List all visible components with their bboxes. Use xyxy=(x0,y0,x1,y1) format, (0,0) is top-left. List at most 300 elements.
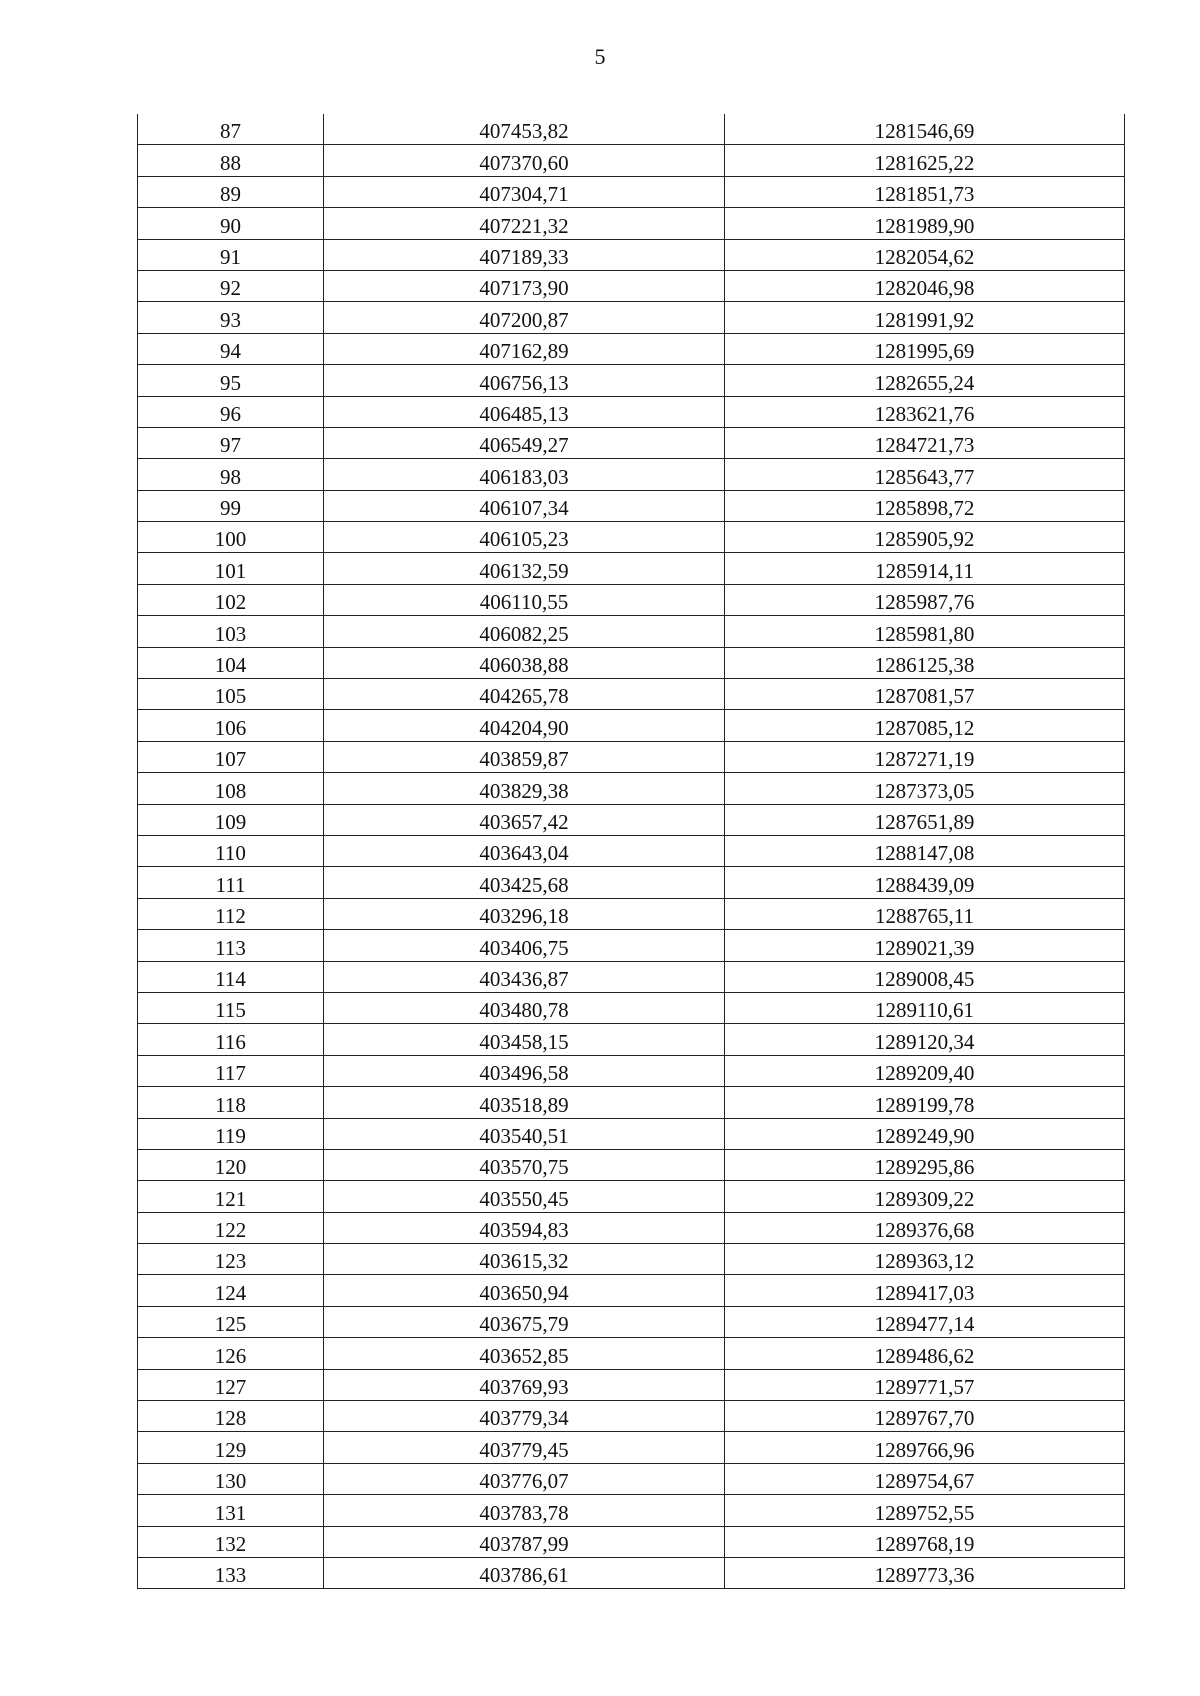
cell-text: 403518,89 xyxy=(479,1092,569,1117)
x-coordinate-cell xyxy=(324,1495,725,1526)
y-coordinate-cell xyxy=(725,1369,1125,1400)
cell-text: 407370,60 xyxy=(479,150,569,175)
cell-text: 403643,04 xyxy=(479,841,569,866)
x-coordinate-cell xyxy=(324,302,725,333)
cell-text: 404265,78 xyxy=(479,684,569,709)
y-coordinate-cell xyxy=(725,1212,1125,1243)
point-number-cell xyxy=(138,459,324,490)
cell-text: 406110,55 xyxy=(479,590,569,615)
cell-text: 114 xyxy=(215,966,246,991)
y-coordinate-cell xyxy=(725,679,1125,710)
cell-text: 406038,88 xyxy=(479,653,569,678)
cell-text: 1288439,09 xyxy=(874,872,975,897)
cell-text: 403296,18 xyxy=(479,904,569,929)
point-number-cell xyxy=(138,208,324,239)
y-coordinate-cell xyxy=(725,1463,1125,1494)
y-coordinate-cell xyxy=(725,992,1125,1023)
table-row xyxy=(138,1369,1125,1400)
cell-text: 403550,45 xyxy=(479,1186,569,1211)
point-number-cell xyxy=(138,522,324,553)
cell-text: 1282655,24 xyxy=(874,370,975,395)
cell-text: 1286125,38 xyxy=(874,653,975,678)
cell-text: 403406,75 xyxy=(479,935,569,960)
y-coordinate-cell xyxy=(725,459,1125,490)
x-coordinate-cell xyxy=(324,1401,725,1432)
point-number-cell xyxy=(138,1369,324,1400)
x-coordinate-cell xyxy=(324,710,725,741)
cell-text: 403776,07 xyxy=(479,1469,569,1494)
cell-text: 1285905,92 xyxy=(874,527,975,552)
cell-text: 129 xyxy=(214,1437,247,1462)
y-coordinate-cell xyxy=(725,1557,1125,1588)
cell-text: 111 xyxy=(215,872,246,897)
point-number-cell xyxy=(138,1275,324,1306)
x-coordinate-cell xyxy=(324,1526,725,1557)
cell-text: 403859,87 xyxy=(479,747,569,772)
cell-text: 1289417,03 xyxy=(874,1280,975,1305)
cell-text: 87 xyxy=(220,119,241,144)
point-number-cell xyxy=(138,647,324,678)
cell-text: 403783,78 xyxy=(479,1500,569,1525)
table-row xyxy=(138,208,1125,239)
x-coordinate-cell xyxy=(324,647,725,678)
cell-text: 104 xyxy=(214,653,247,678)
cell-text: 97 xyxy=(220,433,241,458)
point-number-cell xyxy=(138,239,324,270)
cell-text: 1289295,86 xyxy=(874,1155,975,1180)
x-coordinate-cell xyxy=(324,1338,725,1369)
cell-text: 93 xyxy=(220,307,241,332)
x-coordinate-cell xyxy=(324,1369,725,1400)
cell-text: 121 xyxy=(214,1186,247,1211)
point-number-cell xyxy=(138,1463,324,1494)
cell-text: 1289771,57 xyxy=(874,1375,975,1400)
table-row xyxy=(138,773,1125,804)
table-row xyxy=(138,1212,1125,1243)
x-coordinate-cell xyxy=(324,522,725,553)
table-row xyxy=(138,553,1125,584)
cell-text: 403615,32 xyxy=(479,1249,569,1274)
table-row xyxy=(138,490,1125,521)
cell-text: 1289754,67 xyxy=(874,1469,975,1494)
point-number-cell xyxy=(138,679,324,710)
x-coordinate-cell xyxy=(324,396,725,427)
point-number-cell xyxy=(138,930,324,961)
x-coordinate-cell xyxy=(324,1181,725,1212)
table-row xyxy=(138,270,1125,301)
cell-text: 103 xyxy=(214,621,247,646)
table-row xyxy=(138,1055,1125,1086)
y-coordinate-cell xyxy=(725,835,1125,866)
point-number-cell xyxy=(138,1118,324,1149)
x-coordinate-cell xyxy=(324,553,725,584)
cell-text: 1289477,14 xyxy=(874,1312,975,1337)
table-row xyxy=(138,930,1125,961)
x-coordinate-cell xyxy=(324,459,725,490)
y-coordinate-cell xyxy=(725,961,1125,992)
cell-text: 92 xyxy=(220,276,241,301)
cell-text: 1289768,19 xyxy=(874,1531,975,1556)
cell-text: 407453,82 xyxy=(479,119,569,144)
table-row xyxy=(138,679,1125,710)
page-number: 5 xyxy=(594,44,606,69)
table-row xyxy=(138,302,1125,333)
cell-text: 403769,93 xyxy=(479,1375,569,1400)
table-row xyxy=(138,710,1125,741)
x-coordinate-cell xyxy=(324,773,725,804)
point-number-cell xyxy=(138,1401,324,1432)
point-number-cell xyxy=(138,898,324,929)
point-number-cell xyxy=(138,427,324,458)
cell-text: 107 xyxy=(214,747,247,772)
point-number-cell xyxy=(138,114,324,145)
point-number-cell xyxy=(138,1306,324,1337)
cell-text: 403650,94 xyxy=(479,1280,569,1305)
cell-text: 108 xyxy=(214,778,247,803)
x-coordinate-cell xyxy=(324,1118,725,1149)
table-row xyxy=(138,1401,1125,1432)
y-coordinate-cell xyxy=(725,1306,1125,1337)
cell-text: 1289767,70 xyxy=(874,1406,975,1431)
cell-text: 406485,13 xyxy=(479,401,569,426)
cell-text: 119 xyxy=(215,1123,246,1148)
point-number-cell xyxy=(138,270,324,301)
cell-text: 94 xyxy=(220,339,241,364)
cell-text: 1289120,34 xyxy=(874,1029,975,1054)
cell-text: 403496,58 xyxy=(479,1061,569,1086)
cell-text: 1289021,39 xyxy=(874,935,975,960)
point-number-cell xyxy=(138,1024,324,1055)
cell-text: 1289199,78 xyxy=(874,1092,975,1117)
y-coordinate-cell xyxy=(725,930,1125,961)
cell-text: 1289110,61 xyxy=(875,998,974,1023)
table-row xyxy=(138,1087,1125,1118)
table-row xyxy=(138,1181,1125,1212)
cell-text: 403675,79 xyxy=(479,1312,569,1337)
y-coordinate-cell xyxy=(725,804,1125,835)
cell-text: 131 xyxy=(214,1500,247,1525)
cell-text: 1282054,62 xyxy=(874,244,975,269)
y-coordinate-cell xyxy=(725,176,1125,207)
x-coordinate-cell xyxy=(324,804,725,835)
point-number-cell xyxy=(138,1338,324,1369)
cell-text: 90 xyxy=(220,213,241,238)
x-coordinate-cell xyxy=(324,1244,725,1275)
y-coordinate-cell xyxy=(725,1118,1125,1149)
cell-text: 403657,42 xyxy=(479,809,569,834)
cell-text: 124 xyxy=(214,1280,247,1305)
y-coordinate-cell xyxy=(725,1244,1125,1275)
cell-text: 1289209,40 xyxy=(874,1061,975,1086)
point-number-cell xyxy=(138,835,324,866)
cell-text: 126 xyxy=(214,1343,247,1368)
point-number-cell xyxy=(138,1181,324,1212)
cell-text: 403786,61 xyxy=(479,1563,569,1588)
point-number-cell xyxy=(138,1055,324,1086)
x-coordinate-cell xyxy=(324,1275,725,1306)
cell-text: 1282046,98 xyxy=(874,276,975,301)
cell-text: 130 xyxy=(214,1469,247,1494)
point-number-cell xyxy=(138,333,324,364)
x-coordinate-cell xyxy=(324,1557,725,1588)
cell-text: 91 xyxy=(220,244,241,269)
point-number-cell xyxy=(138,1212,324,1243)
table-row xyxy=(138,647,1125,678)
y-coordinate-cell xyxy=(725,365,1125,396)
cell-text: 403829,38 xyxy=(479,778,569,803)
point-number-cell xyxy=(138,145,324,176)
cell-text: 1287081,57 xyxy=(874,684,975,709)
point-number-cell xyxy=(138,490,324,521)
cell-text: 403594,83 xyxy=(479,1218,569,1243)
point-number-cell xyxy=(138,710,324,741)
cell-text: 406183,03 xyxy=(479,464,569,489)
point-number-cell xyxy=(138,396,324,427)
cell-text: 403540,51 xyxy=(479,1123,569,1148)
point-number-cell xyxy=(138,1244,324,1275)
cell-text: 99 xyxy=(220,496,241,521)
cell-text: 1287271,19 xyxy=(874,747,975,772)
cell-text: 1289309,22 xyxy=(874,1186,975,1211)
cell-text: 101 xyxy=(214,558,247,583)
point-number-cell xyxy=(138,1149,324,1180)
x-coordinate-cell xyxy=(324,365,725,396)
point-number-cell xyxy=(138,616,324,647)
cell-text: 406549,27 xyxy=(479,433,569,458)
y-coordinate-cell xyxy=(725,302,1125,333)
y-coordinate-cell xyxy=(725,490,1125,521)
x-coordinate-cell xyxy=(324,1055,725,1086)
table-row xyxy=(138,584,1125,615)
cell-text: 407189,33 xyxy=(479,244,569,269)
coordinates-table-body xyxy=(138,114,1125,1589)
point-number-cell xyxy=(138,176,324,207)
y-coordinate-cell xyxy=(725,1055,1125,1086)
y-coordinate-cell xyxy=(725,522,1125,553)
cell-text: 407221,32 xyxy=(479,213,569,238)
y-coordinate-cell xyxy=(725,1275,1125,1306)
y-coordinate-cell xyxy=(725,773,1125,804)
cell-text: 1281995,69 xyxy=(874,339,975,364)
x-coordinate-cell xyxy=(324,679,725,710)
cell-text: 406756,13 xyxy=(479,370,569,395)
table-row xyxy=(138,522,1125,553)
point-number-cell xyxy=(138,1557,324,1588)
y-coordinate-cell xyxy=(725,1495,1125,1526)
point-number-cell xyxy=(138,1087,324,1118)
table-row xyxy=(138,898,1125,929)
x-coordinate-cell xyxy=(324,239,725,270)
cell-text: 403425,68 xyxy=(479,872,569,897)
cell-text: 1289376,68 xyxy=(874,1218,975,1243)
y-coordinate-cell xyxy=(725,1181,1125,1212)
cell-text: 1289486,62 xyxy=(874,1343,975,1368)
table-row xyxy=(138,1149,1125,1180)
y-coordinate-cell xyxy=(725,333,1125,364)
cell-text: 113 xyxy=(215,935,246,960)
y-coordinate-cell xyxy=(725,647,1125,678)
table-row xyxy=(138,741,1125,772)
x-coordinate-cell xyxy=(324,1212,725,1243)
cell-text: 403570,75 xyxy=(479,1155,569,1180)
x-coordinate-cell xyxy=(324,1306,725,1337)
y-coordinate-cell xyxy=(725,1432,1125,1463)
cell-text: 110 xyxy=(215,841,246,866)
x-coordinate-cell xyxy=(324,145,725,176)
cell-text: 1289773,36 xyxy=(874,1563,975,1588)
cell-text: 116 xyxy=(215,1029,246,1054)
cell-text: 100 xyxy=(214,527,247,552)
x-coordinate-cell xyxy=(324,930,725,961)
cell-text: 407200,87 xyxy=(479,307,569,332)
x-coordinate-cell xyxy=(324,741,725,772)
cell-text: 403652,85 xyxy=(479,1343,569,1368)
x-coordinate-cell xyxy=(324,1149,725,1180)
y-coordinate-cell xyxy=(725,1338,1125,1369)
cell-text: 406107,34 xyxy=(479,496,569,521)
y-coordinate-cell xyxy=(725,1087,1125,1118)
cell-text: 407162,89 xyxy=(479,339,569,364)
y-coordinate-cell xyxy=(725,710,1125,741)
table-row xyxy=(138,396,1125,427)
cell-text: 98 xyxy=(220,464,241,489)
table-row xyxy=(138,1306,1125,1337)
cell-text: 1287651,89 xyxy=(874,809,975,834)
table-row xyxy=(138,333,1125,364)
cell-text: 1281546,69 xyxy=(874,119,975,144)
cell-text: 1287373,05 xyxy=(874,778,975,803)
cell-text: 1285981,80 xyxy=(874,621,975,646)
point-number-cell xyxy=(138,553,324,584)
cell-text: 120 xyxy=(214,1155,247,1180)
point-number-cell xyxy=(138,1526,324,1557)
y-coordinate-cell xyxy=(725,741,1125,772)
cell-text: 1289766,96 xyxy=(874,1437,975,1462)
y-coordinate-cell xyxy=(725,427,1125,458)
cell-text: 1281991,92 xyxy=(874,307,975,332)
cell-text: 404204,90 xyxy=(479,715,569,740)
x-coordinate-cell xyxy=(324,208,725,239)
cell-text: 403480,78 xyxy=(479,998,569,1023)
table-row xyxy=(138,427,1125,458)
x-coordinate-cell xyxy=(324,490,725,521)
y-coordinate-cell xyxy=(725,867,1125,898)
x-coordinate-cell xyxy=(324,961,725,992)
cell-text: 128 xyxy=(214,1406,247,1431)
cell-text: 1289752,55 xyxy=(874,1500,975,1525)
table-row xyxy=(138,961,1125,992)
cell-text: 89 xyxy=(220,182,241,207)
point-number-cell xyxy=(138,1432,324,1463)
y-coordinate-cell xyxy=(725,898,1125,929)
y-coordinate-cell xyxy=(725,270,1125,301)
cell-text: 122 xyxy=(214,1218,247,1243)
y-coordinate-cell xyxy=(725,396,1125,427)
cell-text: 123 xyxy=(214,1249,247,1274)
table-row xyxy=(138,835,1125,866)
cell-text: 106 xyxy=(214,715,247,740)
cell-text: 95 xyxy=(220,370,241,395)
y-coordinate-cell xyxy=(725,616,1125,647)
cell-text: 102 xyxy=(214,590,247,615)
cell-text: 125 xyxy=(214,1312,247,1337)
x-coordinate-cell xyxy=(324,1087,725,1118)
table-row xyxy=(138,992,1125,1023)
y-coordinate-cell xyxy=(725,1149,1125,1180)
x-coordinate-cell xyxy=(324,867,725,898)
table-row xyxy=(138,1463,1125,1494)
coordinates-table xyxy=(137,114,1125,1589)
table-row xyxy=(138,145,1125,176)
y-coordinate-cell xyxy=(725,208,1125,239)
point-number-cell xyxy=(138,773,324,804)
x-coordinate-cell xyxy=(324,898,725,929)
cell-text: 1281851,73 xyxy=(874,182,975,207)
table-row xyxy=(138,1495,1125,1526)
cell-text: 88 xyxy=(220,150,241,175)
x-coordinate-cell xyxy=(324,616,725,647)
cell-text: 1281989,90 xyxy=(874,213,975,238)
x-coordinate-cell xyxy=(324,333,725,364)
x-coordinate-cell xyxy=(324,835,725,866)
cell-text: 1285898,72 xyxy=(874,496,975,521)
table-row xyxy=(138,114,1125,145)
cell-text: 1281625,22 xyxy=(874,150,975,175)
table-row xyxy=(138,1557,1125,1588)
table-row xyxy=(138,1024,1125,1055)
y-coordinate-cell xyxy=(725,145,1125,176)
x-coordinate-cell xyxy=(324,427,725,458)
x-coordinate-cell xyxy=(324,270,725,301)
x-coordinate-cell xyxy=(324,176,725,207)
cell-text: 105 xyxy=(214,684,247,709)
point-number-cell xyxy=(138,584,324,615)
cell-text: 1289249,90 xyxy=(874,1123,975,1148)
cell-text: 117 xyxy=(215,1061,246,1086)
cell-text: 115 xyxy=(215,998,246,1023)
x-coordinate-cell xyxy=(324,992,725,1023)
cell-text: 1285987,76 xyxy=(874,590,975,615)
table-row xyxy=(138,239,1125,270)
cell-text: 406105,23 xyxy=(479,527,569,552)
cell-text: 403779,34 xyxy=(479,1406,569,1431)
cell-text: 96 xyxy=(220,401,241,426)
table-row xyxy=(138,176,1125,207)
y-coordinate-cell xyxy=(725,553,1125,584)
table-row xyxy=(138,459,1125,490)
x-coordinate-cell xyxy=(324,114,725,145)
table-row xyxy=(138,1118,1125,1149)
cell-text: 1285914,11 xyxy=(875,558,974,583)
x-coordinate-cell xyxy=(324,1463,725,1494)
y-coordinate-cell xyxy=(725,239,1125,270)
cell-text: 127 xyxy=(214,1375,247,1400)
table-row xyxy=(138,1338,1125,1369)
cell-text: 406132,59 xyxy=(479,558,569,583)
y-coordinate-cell xyxy=(725,584,1125,615)
cell-text: 1289363,12 xyxy=(874,1249,975,1274)
cell-text: 132 xyxy=(214,1531,247,1556)
table-row xyxy=(138,616,1125,647)
point-number-cell xyxy=(138,992,324,1023)
cell-text: 407304,71 xyxy=(479,182,569,207)
cell-text: 118 xyxy=(215,1092,246,1117)
point-number-cell xyxy=(138,961,324,992)
point-number-cell xyxy=(138,1495,324,1526)
table-row xyxy=(138,1244,1125,1275)
cell-text: 1284721,73 xyxy=(874,433,975,458)
point-number-cell xyxy=(138,804,324,835)
